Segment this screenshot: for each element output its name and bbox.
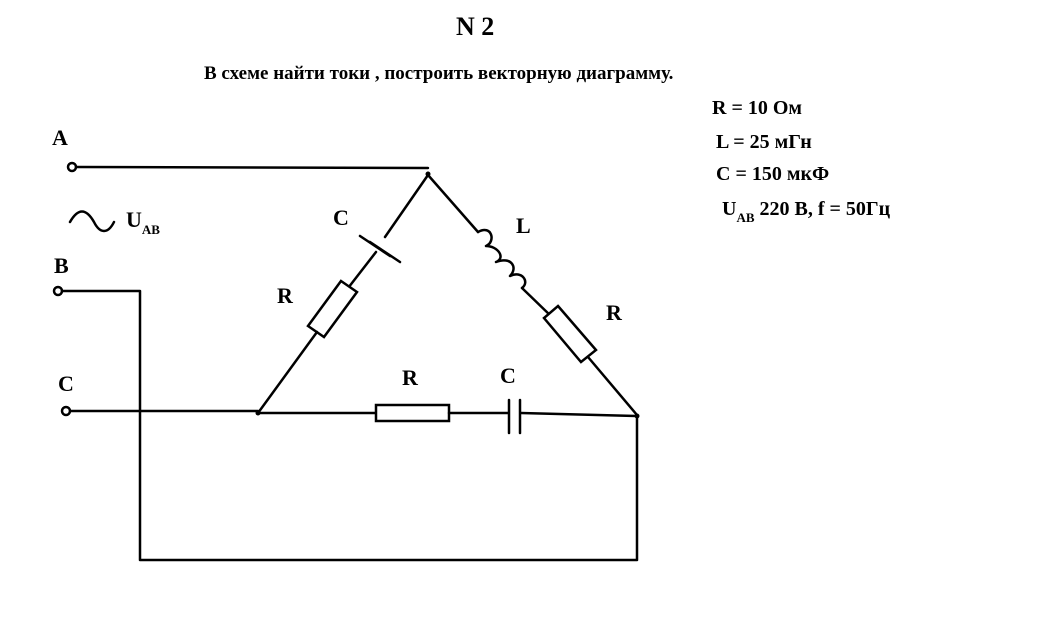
resistor-ab: [308, 281, 357, 337]
branch-bc-wire-1: [428, 175, 478, 232]
param-l: L = 25 мГн: [716, 131, 812, 153]
capacitor-ca-label: C: [500, 363, 516, 388]
terminal-c-label: C: [58, 371, 74, 396]
param-voltage-value: 220 В, f = 50Гц: [759, 198, 891, 220]
terminal-b-label: B: [54, 253, 69, 278]
inductor-bc-label: L: [516, 213, 531, 238]
wire-a: [76, 167, 428, 168]
ac-source-icon: [70, 212, 114, 232]
branch-bc: [428, 175, 637, 415]
source-voltage-symbol: U: [126, 207, 142, 232]
terminal-a-label: A: [52, 125, 68, 150]
resistor-bc-label: R: [606, 300, 622, 325]
resistor-ab-label: R: [277, 283, 293, 308]
branch-ab: [258, 175, 428, 413]
branch-ca-wire-3: [521, 413, 637, 416]
wire-b: [62, 291, 637, 560]
branch-ab-wire-1: [385, 175, 428, 237]
resistor-ca-label: R: [402, 365, 418, 390]
param-r: R = 10 Ом: [712, 97, 803, 119]
page-title: N 2: [456, 12, 495, 41]
branch-ca: [258, 400, 637, 433]
resistor-bc: [544, 306, 596, 362]
param-voltage-symbol: U: [722, 198, 737, 220]
param-c: C = 150 мкФ: [716, 163, 830, 185]
task-statement: В схеме найти токи , построить векторную диаграмму.: [204, 63, 674, 84]
resistor-ca: [376, 405, 449, 421]
param-voltage-subscript: AB: [736, 210, 755, 225]
branch-bc-wire-3: [588, 357, 637, 415]
vertex-c: [256, 411, 261, 416]
vertex-a: [426, 172, 431, 177]
vertex-b: [635, 414, 640, 419]
source-voltage-subscript: AB: [141, 222, 160, 237]
inductor-bc: [478, 230, 525, 288]
branch-ab-wire-3: [258, 332, 317, 413]
capacitor-ab-label: C: [333, 205, 349, 230]
